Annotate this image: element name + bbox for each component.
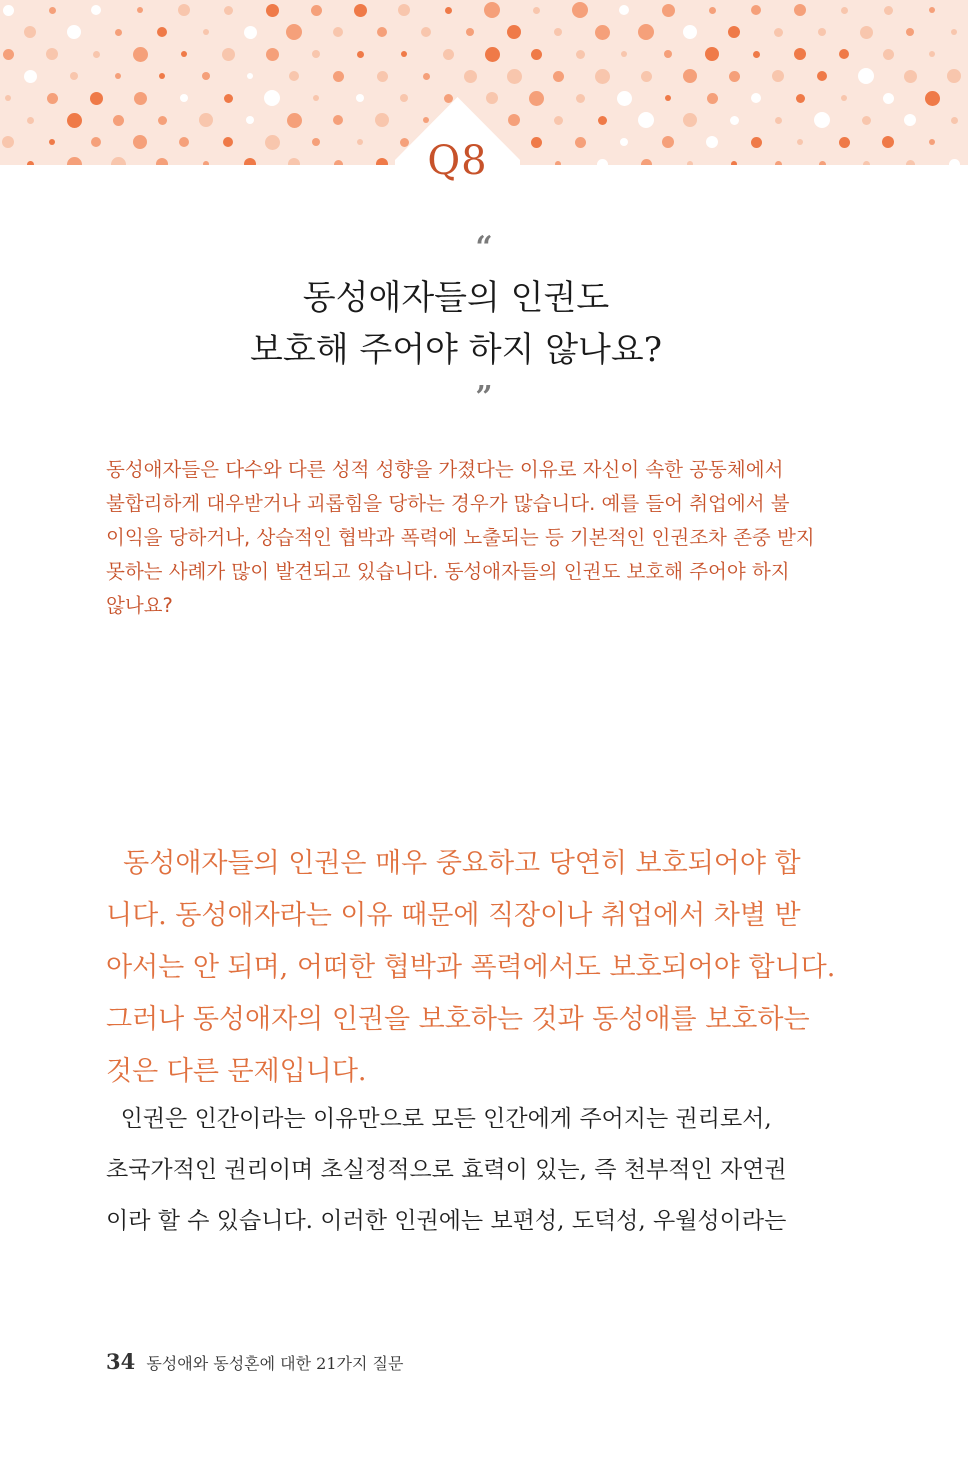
polka-dot [179,137,189,147]
polka-dot [203,29,209,35]
polka-dot [67,25,81,39]
polka-dot [133,47,148,62]
polka-dot [46,48,58,60]
answer-lead-line: 니다. 동성애자라는 이유 때문에 직장이나 취업에서 차별 받 [106,900,801,931]
polka-dot [841,95,847,101]
polka-dot [444,94,453,103]
question-number-label: Q8 [427,138,488,184]
polka-dot [246,116,254,124]
polka-dot [751,137,762,148]
polka-dot [24,26,36,38]
polka-dot [638,112,654,128]
polka-dot [707,93,718,104]
polka-dot [266,48,279,61]
polka-dot [484,2,500,18]
polka-dot [595,25,610,40]
polka-dot [178,4,190,16]
answer-lead-line: 그러나 동성애자의 인권을 보호하는 것과 동성애를 보호하는 [106,1004,810,1035]
polka-dot [357,139,363,145]
book-title: 동성애와 동성혼에 대한 21가지 질문 [146,1354,404,1373]
polka-dot [398,4,410,16]
polka-dot [157,27,167,37]
polka-dot [797,139,803,145]
polka-dot [333,27,343,37]
polka-dot [375,113,389,127]
polka-dot [134,92,147,105]
polka-dot [529,91,544,106]
polka-dot [401,51,407,57]
polka-dot [244,158,256,165]
polka-dot [531,49,542,60]
polka-dot [949,159,960,166]
polka-dot [884,6,893,15]
polka-dot [925,91,940,106]
polka-dot [247,73,253,79]
page-footer [106,1349,403,1374]
polka-dot [554,116,563,125]
polka-dot [619,5,629,15]
polka-dot [620,138,628,146]
polka-dot [839,49,849,59]
polka-dot [553,71,564,82]
polka-dot [3,5,14,16]
polka-dot [595,69,610,84]
polka-dot [598,116,607,125]
polka-dot [662,136,674,148]
polka-dot [572,2,588,18]
polka-dot [47,93,58,104]
polka-dot [24,70,37,83]
polka-dot [576,94,585,103]
polka-dot [775,117,782,124]
polka-dot [133,135,147,149]
polka-dot [203,161,209,165]
polka-dot [423,117,429,123]
polka-dot [137,7,143,13]
polka-dot [796,94,805,103]
polka-dot [730,116,739,125]
polka-dot [662,4,675,17]
polka-dot [93,51,100,58]
polka-dot [265,135,280,150]
polka-dot [222,48,235,61]
polka-dot [287,113,302,128]
polka-dot [224,94,233,103]
answer-body-line: 이라 할 수 있습니다. 이러한 인권에는 보편성, 도덕성, 우월성이라는 [106,1208,787,1234]
polka-dot [507,25,521,39]
polka-dot [158,116,167,125]
polka-dot [423,73,430,80]
answer-lead-line: 동성애자들의 인권은 매우 중요하고 당연히 보호되어야 합 [106,848,801,879]
answer-body-paragraph [106,1094,806,1247]
open-quote-mark: “ [475,230,493,265]
polka-dot [904,114,916,126]
polka-dot [67,157,82,166]
polka-dot [683,25,697,39]
polka-dot [508,114,520,126]
polka-dot [882,136,894,148]
polka-dot [443,49,454,60]
polka-dot [904,70,917,83]
polka-dot [400,94,408,102]
polka-dot [617,91,632,106]
polka-dot [464,70,477,83]
question-intro-paragraph [106,453,815,623]
polka-dot [858,68,874,84]
polka-dot [354,4,367,17]
intro-line: 못하는 사례가 많이 발견되고 있습니다. 동성애자들의 인권도 보호해 주어야 하지 [106,560,790,583]
polka-dot [860,26,873,39]
polka-dot [814,112,830,128]
polka-dot [421,27,431,37]
polka-dot [533,7,540,14]
polka-dot [91,137,101,147]
polka-dot [951,29,957,35]
close-quote-mark: ” [475,380,493,415]
polka-dot [883,49,894,60]
polka-dot [264,90,280,106]
polka-dot [775,161,782,166]
polka-dot [638,24,654,40]
polka-dot [951,117,958,124]
polka-dot [794,4,806,16]
polka-dot [113,115,124,126]
polka-dot [728,26,740,38]
polka-dot [485,47,500,62]
answer-body-line: 초국가적인 권리이며 초실정적으로 효력이 있는, 즉 천부적인 자연권 [106,1157,787,1183]
polka-dot [621,51,627,57]
question-title [100,272,812,376]
polka-dot [641,71,652,82]
polka-dot [819,161,826,166]
polka-dot [67,113,82,128]
polka-dot [445,7,452,14]
answer-lead-line: 것은 다른 문제입니다. [106,1056,367,1087]
polka-dot [683,113,697,127]
question-title-line: 보호해 주어야 하지 않나요? [250,330,662,370]
polka-dot [947,69,961,83]
polka-dot [49,7,56,14]
polka-dot [817,71,827,81]
polka-dot [705,47,719,61]
polka-dot [115,73,121,79]
polka-dot [731,161,737,165]
intro-line: 불합리하게 대우받거나 괴롭힘을 당하는 경우가 많습니다. 예를 들어 취업에서 불 [106,492,790,515]
polka-dot [555,161,561,165]
polka-dot [27,117,34,124]
polka-dot [156,158,168,165]
polka-dot [27,161,34,166]
polka-dot [486,92,498,104]
polka-dot [199,113,213,127]
polka-dot [883,93,894,104]
polka-dot [863,161,870,166]
polka-dot [929,7,935,13]
polka-dot [929,51,935,57]
polka-dot [180,94,188,102]
polka-dot [641,159,652,166]
polka-dot [312,50,320,58]
polka-dot [774,28,783,37]
polka-dot [664,50,672,58]
polka-dot [91,5,101,15]
polka-dot [929,139,935,145]
polka-dot [356,94,364,102]
polka-dot [772,70,784,82]
polka-dot [286,24,302,40]
polka-dot [576,50,585,59]
intro-line: 이익을 당하거나, 상습적인 협박과 폭력에 노출되는 등 기본적인 인권조차 존중 받지 [106,526,815,549]
polka-dot [531,137,542,148]
polka-dot [575,137,586,148]
polka-dot [312,138,320,146]
polka-dot [818,28,826,36]
intro-line: 동성애자들은 다수와 다른 성적 성향을 가졌다는 이유로 자신이 속한 공동체에서 [106,458,784,481]
polka-dot [244,26,257,39]
polka-dot [311,5,322,16]
polka-dot [49,139,55,145]
polka-dot [751,93,761,103]
polka-dot [906,28,914,36]
polka-dot [357,51,364,58]
polka-dot [3,49,14,60]
polka-dot [466,28,474,36]
polka-dot [377,71,388,82]
polka-dot [751,5,761,15]
polka-dot [334,160,343,166]
polka-dot [333,115,343,125]
polka-dot [90,92,103,105]
polka-dot [313,95,319,101]
polka-dot [181,51,187,57]
polka-dot [753,51,760,58]
page-number: 34 [106,1349,136,1374]
polka-dot [709,7,716,14]
polka-dot [111,157,126,166]
polka-dot [2,136,14,148]
polka-dot [687,161,693,165]
polka-dot [839,137,850,148]
polka-dot [597,159,608,166]
polka-dot [70,72,78,80]
answer-lead-line: 아서는 안 되며, 어떠한 협박과 폭력에서도 보호되어야 합니다. [106,952,836,983]
polka-dot [906,160,915,166]
polka-dot [706,136,718,148]
polka-dot [376,158,388,165]
polka-dot [665,95,671,101]
polka-dot [377,27,387,37]
polka-dot [683,69,697,83]
polka-dot [794,48,806,60]
polka-dot [333,71,344,82]
polka-dot [159,73,165,79]
question-title-line: 동성애자들의 인권도 [302,278,610,318]
polka-dot [288,158,300,165]
polka-dot [202,72,210,80]
polka-dot [554,28,562,36]
polka-dot [266,4,279,17]
polka-dot [841,7,848,14]
polka-dot [289,71,299,81]
polka-dot [223,137,233,147]
polka-dot [862,116,871,125]
polka-dot [729,71,740,82]
answer-lead-paragraph [106,838,836,1098]
polka-dot [224,6,233,15]
polka-dot [507,69,522,84]
answer-body-line: 인권은 인간이라는 이유만으로 모든 인간에게 주어지는 권리로서, [106,1106,772,1132]
polka-dot [5,95,11,101]
polka-dot [115,29,122,36]
intro-line: 않나요? [106,594,173,617]
